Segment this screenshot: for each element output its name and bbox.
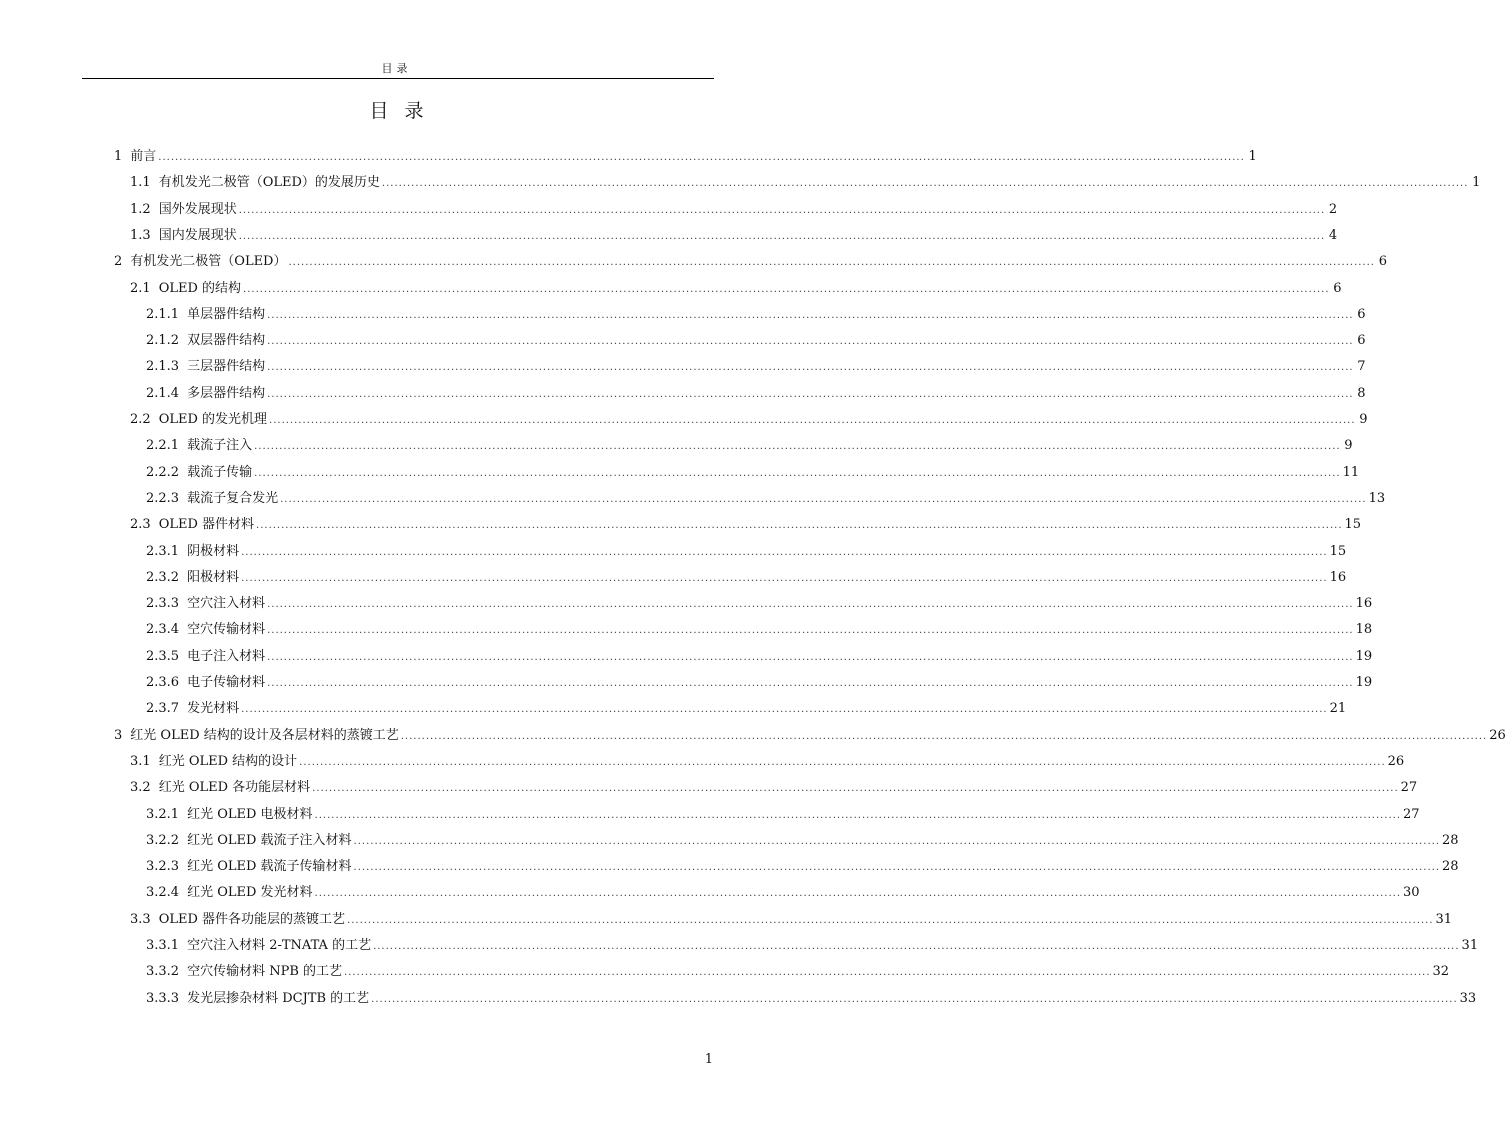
toc-entry-page: 9 <box>1344 438 1353 454</box>
toc-entry-number: 2.2.3 <box>146 490 180 506</box>
toc-entry-page: 11 <box>1342 464 1360 480</box>
toc-entry-title: 有机发光二极管（OLED）的发展历史 <box>158 175 380 191</box>
toc-entry[interactable] <box>130 223 1338 249</box>
toc-entry[interactable] <box>146 644 1373 670</box>
toc-entry-title: 红光 OLED 电极材料 <box>187 806 313 822</box>
toc-entry-page: 30 <box>1403 885 1420 901</box>
toc-entry-title: 双层器件结构 <box>187 333 266 349</box>
toc-entry[interactable] <box>146 486 1386 512</box>
toc-entry-title: 阳极材料 <box>187 569 240 585</box>
toc-entry-page: 26 <box>1387 753 1405 769</box>
toc-entry-title: OLED 的结构 <box>158 280 242 296</box>
toc-entry-number: 3.2.4 <box>146 885 180 901</box>
toc-entry-number: 2.1.2 <box>146 333 180 349</box>
toc-entry-number: 2.1.1 <box>146 306 180 322</box>
toc-entry-page: 32 <box>1432 964 1450 980</box>
toc-entry-number: 2.1.4 <box>146 385 180 401</box>
toc-dot-leader: .................................................................................................................................................................................................................................................................... <box>243 283 1330 295</box>
toc-entry-number: 3.3.3 <box>146 990 180 1006</box>
toc-entry[interactable] <box>130 170 1481 196</box>
toc-entry[interactable] <box>146 696 1347 722</box>
toc-entry-number: 2.3.2 <box>146 569 180 585</box>
toc-dot-leader: .................................................................................................................................................................................................................................................................... <box>280 493 1367 505</box>
toc-entry-title: 电子传输材料 <box>187 675 266 690</box>
toc-entry-title: 国内发展现状 <box>158 227 237 243</box>
toc-entry-page: 28 <box>1442 859 1459 875</box>
toc-entry-page: 8 <box>1357 385 1366 401</box>
toc-entry-page: 1 <box>1248 149 1257 164</box>
toc-dot-leader: .................................................................................................................................................................................................................................................................... <box>269 415 1356 426</box>
toc-entry-page: 6 <box>1333 280 1342 296</box>
toc-entry-title: OLED 器件材料 <box>158 517 255 533</box>
toc-entry-number: 2.3.5 <box>146 648 180 664</box>
toc-entry[interactable] <box>130 749 1405 775</box>
toc-entry-page: 16 <box>1329 569 1347 585</box>
toc-entry[interactable] <box>130 512 1362 538</box>
toc-entry-page: 16 <box>1355 596 1373 612</box>
toc-entry-title: 红光 OLED 各功能层材料 <box>158 780 311 796</box>
toc-entry-title: 空穴注入材料 <box>187 596 266 612</box>
toc-dot-leader: .................................................................................................................................................................................................................................................................... <box>312 783 1399 795</box>
toc-entry-title: 红光 OLED 发光材料 <box>187 885 313 901</box>
toc-dot-leader: .................................................................................................................................................................................................................................................................... <box>241 704 1328 716</box>
toc-dot-leader: .................................................................................................................................................................................................................................................................... <box>344 967 1431 979</box>
toc-entry[interactable] <box>146 328 1366 354</box>
toc-entry-title: 发光层掺杂材料 DCJTB 的工艺 <box>187 990 370 1006</box>
toc-entry-number: 2.3.6 <box>146 675 180 690</box>
toc-dot-leader: .................................................................................................................................................................................................................................................................... <box>256 520 1343 532</box>
toc-entry[interactable] <box>146 670 1373 696</box>
toc-entry-title: 红光 OLED 载流子注入材料 <box>187 832 352 848</box>
toc-entry-title: 前言 <box>130 149 157 164</box>
toc-entry-title: OLED 器件各功能层的蒸镀工艺 <box>158 911 346 927</box>
toc-entry-number: 3 <box>114 727 123 743</box>
toc-entry-page: 31 <box>1461 938 1479 953</box>
toc-dot-leader: .................................................................................................................................................................................................................................................................... <box>267 651 1354 663</box>
toc-entry-page: 18 <box>1355 622 1373 638</box>
toc-entry-number: 2.3 <box>130 517 151 533</box>
toc-entry-number: 2 <box>114 254 123 270</box>
toc-entry-number: 1.1 <box>130 175 151 191</box>
toc-entry-title: 单层器件结构 <box>187 306 266 322</box>
toc-entry-number: 2.3.7 <box>146 701 180 717</box>
toc-entry-number: 1 <box>114 149 123 164</box>
page-title: 目 录 <box>369 100 424 122</box>
toc-entry-page: 31 <box>1435 911 1453 927</box>
toc-entry-number: 3.3.2 <box>146 964 180 980</box>
toc-entry[interactable] <box>114 723 1506 749</box>
toc-dot-leader: .................................................................................................................................................................................................................................................................... <box>267 388 1354 400</box>
toc-dot-leader: .................................................................................................................................................................................................................................................................... <box>353 862 1441 874</box>
toc-entry[interactable] <box>130 276 1342 302</box>
toc-dot-leader: .................................................................................................................................................................................................................................................................... <box>267 599 1354 611</box>
toc-entry-page: 27 <box>1403 806 1420 822</box>
toc-entry-title: 有机发光二极管（OLED） <box>130 254 287 270</box>
toc-entry-page: 7 <box>1357 359 1366 375</box>
toc-entry[interactable] <box>146 460 1360 486</box>
toc-entry-page: 15 <box>1344 517 1362 533</box>
toc-entry[interactable] <box>130 775 1418 801</box>
toc-entry-page: 15 <box>1329 543 1347 559</box>
toc-entry-number: 3.2.1 <box>146 806 180 822</box>
toc-entry-number: 3.2.3 <box>146 859 180 875</box>
toc-entry-page: 33 <box>1459 990 1477 1006</box>
toc-entry-title: 发光材料 <box>187 701 240 717</box>
toc-entry[interactable] <box>130 407 1368 433</box>
toc-entry-page: 1 <box>1472 175 1481 191</box>
toc-dot-leader: .................................................................................................................................................................................................................................................................... <box>267 678 1354 689</box>
toc-dot-leader: .................................................................................................................................................................................................................................................................... <box>288 257 1375 269</box>
toc-entry-page: 28 <box>1442 832 1459 848</box>
toc-entry-page: 19 <box>1355 675 1373 690</box>
toc-entry-page: 6 <box>1357 333 1366 349</box>
toc-entry[interactable] <box>130 907 1453 933</box>
toc-entry-page: 2 <box>1328 201 1338 217</box>
toc-entry[interactable] <box>114 249 1387 275</box>
toc-entry-page: 26 <box>1489 727 1506 743</box>
toc-entry-title: 红光 OLED 结构的设计及各层材料的蒸镀工艺 <box>130 727 399 743</box>
toc-entry[interactable] <box>146 986 1477 1012</box>
toc-entry-number: 1.2 <box>130 201 151 217</box>
toc-entry-title: 红光 OLED 结构的设计 <box>158 753 298 769</box>
toc-entry-title: 电子注入材料 <box>187 648 266 664</box>
toc-entry-title: 空穴传输材料 <box>187 622 266 638</box>
toc-entry-number: 3.3.1 <box>146 938 180 953</box>
toc-entry-title: 三层器件结构 <box>187 359 266 375</box>
toc-entry[interactable] <box>146 828 1459 854</box>
toc-entry[interactable] <box>146 933 1479 959</box>
toc-entry-page: 19 <box>1355 648 1373 664</box>
toc-entry[interactable] <box>146 539 1347 565</box>
toc-entry-number: 3.1 <box>130 753 151 769</box>
toc-entry-number: 1.3 <box>130 227 151 243</box>
toc-entry-page: 6 <box>1357 306 1366 322</box>
toc-dot-leader: .................................................................................................................................................................................................................................................................... <box>371 993 1458 1005</box>
toc-entry-page: 21 <box>1329 701 1347 717</box>
header-rule <box>82 78 714 79</box>
toc-entry[interactable] <box>146 617 1373 643</box>
toc-entry[interactable] <box>146 302 1366 328</box>
toc-dot-leader: .................................................................................................................................................................................................................................................................... <box>241 546 1328 558</box>
toc-entry[interactable] <box>130 197 1338 223</box>
toc-entry[interactable] <box>146 854 1459 880</box>
toc-entry-number: 2.2.2 <box>146 464 180 480</box>
toc-dot-leader: .................................................................................................................................................................................................................................................................... <box>381 178 1469 190</box>
toc-dot-leader: .................................................................................................................................................................................................................................................................... <box>238 204 1326 216</box>
toc-entry[interactable] <box>146 880 1420 906</box>
toc-dot-leader: .................................................................................................................................................................................................................................................................... <box>254 467 1341 479</box>
toc-entry-title: OLED 的发光机理 <box>158 412 268 427</box>
toc-entry-number: 3.2.2 <box>146 832 180 848</box>
toc-entry-page: 27 <box>1400 780 1418 796</box>
toc-entry-number: 2.2.1 <box>146 438 180 454</box>
toc-entry-page: 4 <box>1328 227 1338 243</box>
toc-entry-page: 13 <box>1368 490 1386 506</box>
toc-entry-title: 空穴注入材料 2-TNATA 的工艺 <box>187 938 372 953</box>
toc-entry-number: 3.2 <box>130 780 151 796</box>
toc-entry-number: 2.1 <box>130 280 151 296</box>
toc-dot-leader: .................................................................................................................................................................................................................................................................... <box>254 441 1341 453</box>
toc-dot-leader: .................................................................................................................................................................................................................................................................... <box>267 362 1354 374</box>
toc-entry-number: 2.1.3 <box>146 359 180 375</box>
toc-dot-leader: .................................................................................................................................................................................................................................................................... <box>241 572 1328 584</box>
page-number: 1 <box>704 1052 713 1067</box>
toc-entry[interactable] <box>114 144 1257 170</box>
toc-entry-page: 9 <box>1359 412 1368 427</box>
toc-entry-number: 2.3.4 <box>146 622 180 638</box>
toc-entry-page: 6 <box>1378 254 1387 270</box>
toc-dot-leader: .................................................................................................................................................................................................................................................................... <box>158 152 1245 163</box>
toc-dot-leader: .................................................................................................................................................................................................................................................................... <box>267 309 1354 321</box>
toc-entry-number: 2.2 <box>130 412 151 427</box>
toc-entry-number: 2.3.3 <box>146 596 180 612</box>
toc-entry[interactable] <box>146 802 1420 828</box>
toc-entry[interactable] <box>146 381 1366 407</box>
toc-entry[interactable] <box>146 591 1373 617</box>
toc-entry-title: 载流子注入 <box>187 438 253 454</box>
toc-entry-title: 红光 OLED 载流子传输材料 <box>187 859 352 875</box>
toc-dot-leader: .................................................................................................................................................................................................................................................................... <box>314 809 1402 821</box>
toc-entry-title: 阴极材料 <box>187 543 240 559</box>
toc-dot-leader: .................................................................................................................................................................................................................................................................... <box>299 756 1386 768</box>
toc-entry[interactable] <box>146 433 1353 459</box>
toc-entry-title: 多层器件结构 <box>187 385 266 401</box>
toc-entry[interactable] <box>146 354 1366 380</box>
toc-dot-leader: .................................................................................................................................................................................................................................................................... <box>267 625 1354 637</box>
toc-entry-number: 3.3 <box>130 911 151 927</box>
toc-entry-title: 国外发展现状 <box>158 201 237 217</box>
toc-dot-leader: .................................................................................................................................................................................................................................................................... <box>347 914 1434 926</box>
toc-entry-title: 载流子复合发光 <box>187 490 279 506</box>
toc-entry-number: 2.3.1 <box>146 543 180 559</box>
toc-dot-leader: .................................................................................................................................................................................................................................................................... <box>353 835 1441 847</box>
running-header: 目录 <box>381 62 412 75</box>
toc-entry[interactable] <box>146 959 1450 985</box>
toc-entry-title: 载流子传输 <box>187 464 253 480</box>
toc-dot-leader: .................................................................................................................................................................................................................................................................... <box>238 230 1326 242</box>
toc-entry[interactable] <box>146 565 1347 591</box>
toc-dot-leader: .................................................................................................................................................................................................................................................................... <box>267 336 1354 348</box>
toc-dot-leader: .................................................................................................................................................................................................................................................................... <box>373 941 1460 952</box>
toc-dot-leader: .................................................................................................................................................................................................................................................................... <box>400 730 1488 742</box>
toc-entry-title: 空穴传输材料 NPB 的工艺 <box>187 964 343 980</box>
toc-dot-leader: .................................................................................................................................................................................................................................................................... <box>314 888 1402 900</box>
